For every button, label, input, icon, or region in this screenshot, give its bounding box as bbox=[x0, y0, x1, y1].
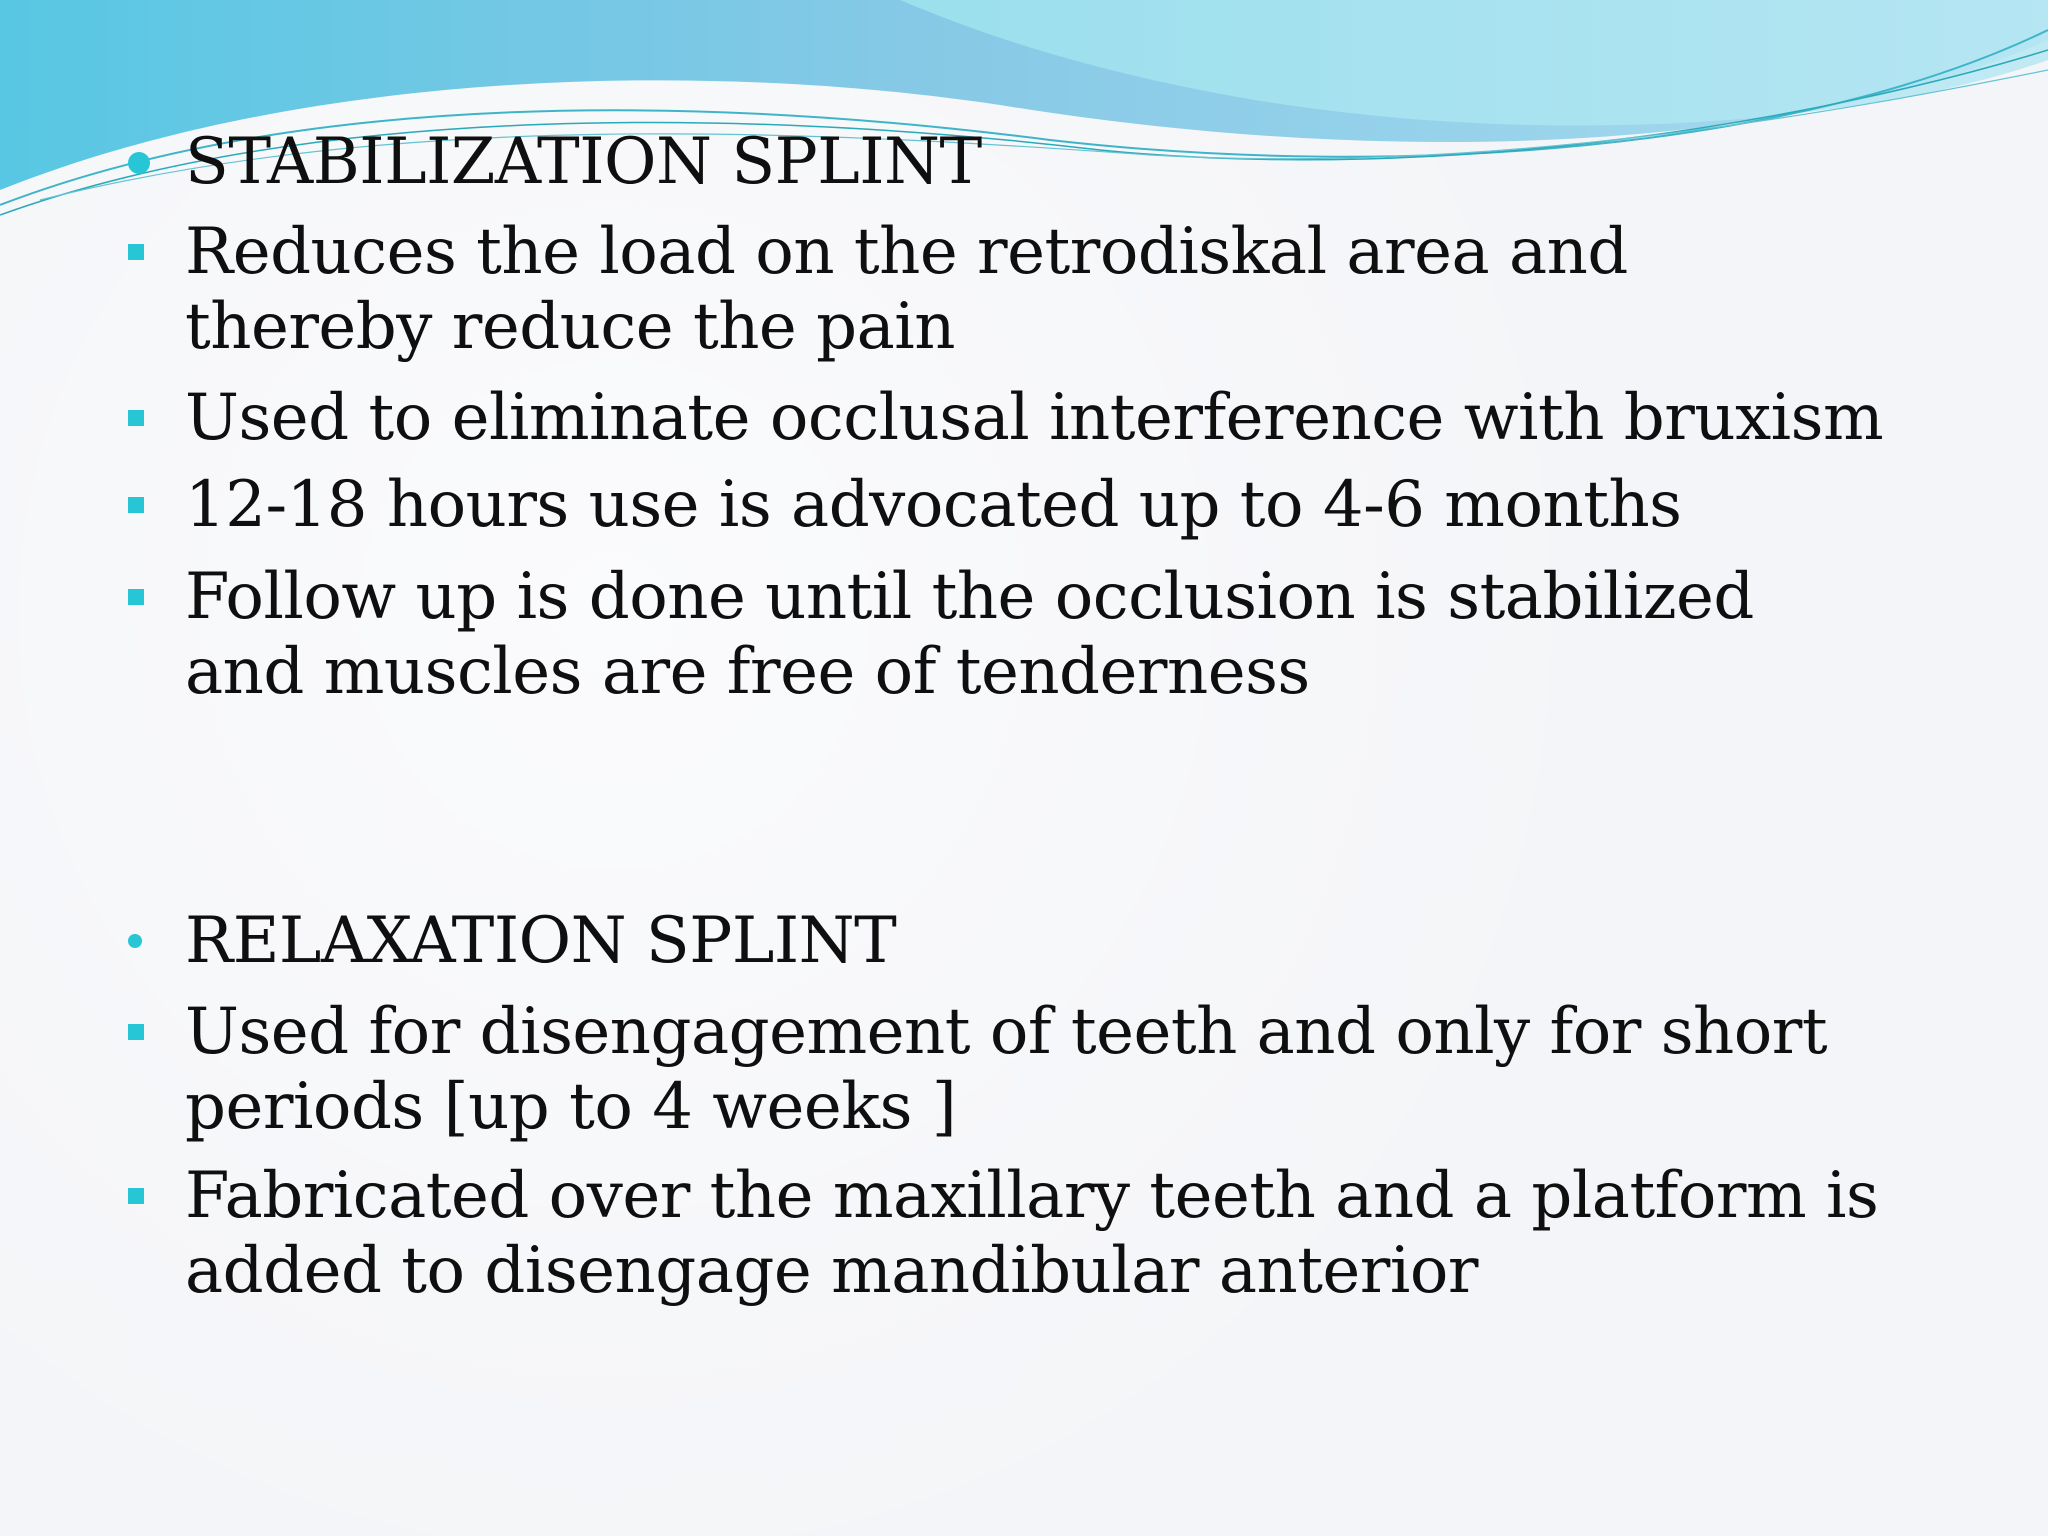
bullet-square-icon bbox=[128, 589, 144, 605]
bullet-square-icon bbox=[128, 1188, 144, 1204]
section-heading-relaxation: RELAXATION SPLINT bbox=[185, 904, 897, 978]
bullet-square-icon bbox=[128, 244, 144, 260]
list-item: Follow up is done until the occlusion is stabilized and muscles are free of tenderness bbox=[185, 560, 1754, 709]
list-item: Used for disengagement of teeth and only for short periods [up to 4 weeks ] bbox=[185, 995, 1828, 1144]
bullet-square-icon bbox=[128, 497, 144, 513]
section-heading-stabilization: STABILIZATION SPLINT bbox=[185, 125, 982, 199]
list-item: 12-18 hours use is advocated up to 4-6 months bbox=[185, 468, 1682, 542]
list-item: Reduces the load on the retrodiskal area and thereby reduce the pain bbox=[185, 215, 1628, 364]
bullet-square-icon bbox=[128, 1024, 144, 1040]
bullet-circle-icon bbox=[128, 152, 150, 174]
list-item: Fabricated over the maxillary teeth and a platform is added to disengage mandibular anterior bbox=[185, 1159, 1879, 1308]
bullet-circle-icon bbox=[128, 934, 142, 948]
list-item: Used to eliminate occlusal interference with bruxism bbox=[185, 381, 1884, 455]
bullet-square-icon bbox=[128, 410, 144, 426]
